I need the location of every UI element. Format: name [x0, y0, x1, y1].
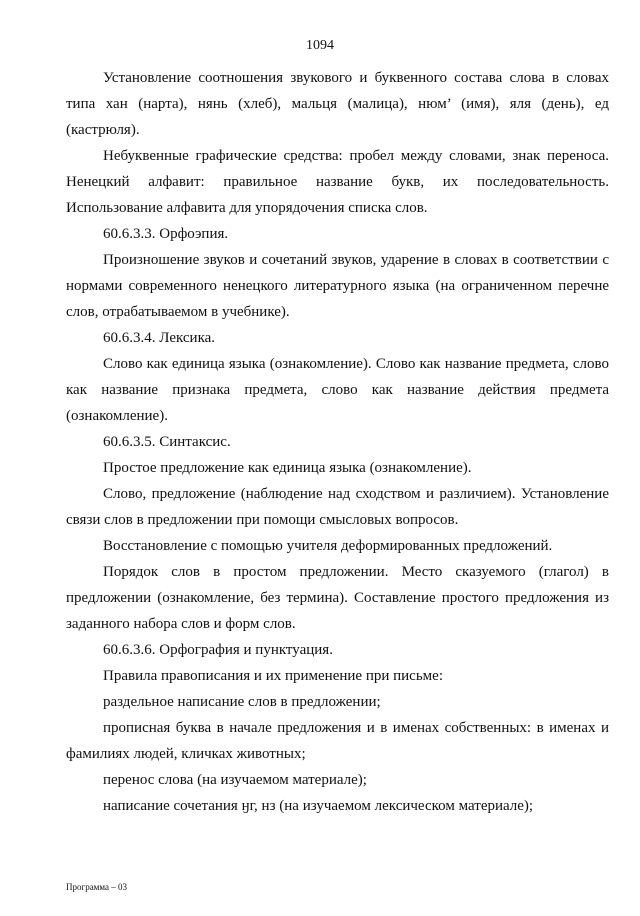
- paragraph: Слово как единица языка (ознакомление). Слово как название предмета, слово как название признака предмета, слово как название действия предмета (ознакомление).: [66, 356, 609, 424]
- paragraph: Установление соотношения звукового и буквенного состава слова в словах типа хан (нарта), нянь (хлеб), мальця (малица), нюм’ (имя), яля (день), ед (кастрюля).: [66, 70, 609, 138]
- section-heading-lexicon: 60.6.3.4. Лексика.: [103, 330, 216, 346]
- paragraph: Слово, предложение (наблюдение над сходством и различием). Установление связи слов в предложении при помощи смысловых вопросов.: [66, 486, 609, 528]
- paragraph: Правила правописания и их применение при письме:: [103, 668, 443, 684]
- list-item: раздельное написание слов в предложении;: [103, 694, 381, 710]
- footer-label: Программа – 03: [66, 882, 128, 892]
- paragraph: Небуквенные графические средства: пробел между словами, знак переноса. Ненецкий алфавит: правильное название букв, их последовательность. Использование алфавита для упорядочения списка слов.: [66, 148, 609, 216]
- section-heading-syntax: 60.6.3.5. Синтаксис.: [103, 434, 231, 450]
- page-number: 1094: [306, 38, 334, 53]
- paragraph: Произношение звуков и сочетаний звуков, ударение в словах в соответствии с нормами современного ненецкого литературного языка (на ограниченном перечне слов, отрабатываемом в учебнике).: [66, 252, 609, 320]
- document-body: [66, 65, 609, 819]
- paragraph: Восстановление с помощью учителя деформированных предложений.: [103, 538, 553, 554]
- section-heading-orthoepy: 60.6.3.3. Орфоэпия.: [103, 226, 229, 242]
- section-heading-orthography: 60.6.3.6. Орфография и пунктуация.: [103, 642, 333, 658]
- list-item: написание сочетания ӈг, нз (на изучаемом лексическом материале);: [103, 798, 534, 814]
- list-item: прописная буква в начале предложения и в именах собственных: в именах и фамилиях людей, кличках животных;: [66, 720, 609, 762]
- paragraph: Простое предложение как единица языка (ознакомление).: [103, 460, 472, 476]
- list-item: перенос слова (на изучаемом материале);: [103, 772, 367, 788]
- paragraph: Порядок слов в простом предложении. Место сказуемого (глагол) в предложении (ознакомление, без термина). Составление простого предложения из заданного набора слов и форм слов.: [66, 564, 609, 632]
